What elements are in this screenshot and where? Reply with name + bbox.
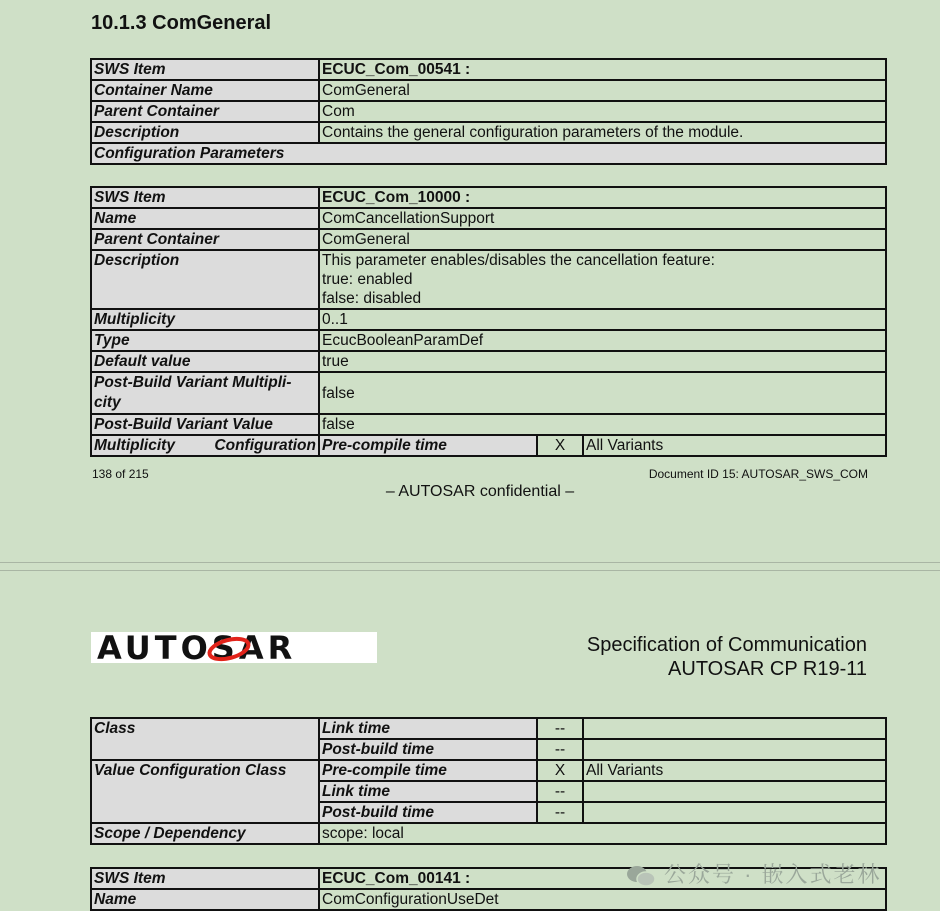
sws-item-key: SWS Item: [91, 868, 319, 889]
table-row: [91, 889, 886, 910]
config-mark: --: [537, 802, 583, 823]
watermark-text: 公众号 · 嵌入式老林: [664, 862, 882, 887]
post-build-variant-value-value: false: [319, 414, 886, 435]
parent-container-value: ComGeneral: [319, 229, 886, 250]
default-value-value: true: [319, 351, 886, 372]
parameter-table: [90, 186, 887, 457]
config-phase: Link time: [319, 718, 537, 739]
description-value: [319, 250, 886, 309]
config-phase: Link time: [319, 781, 537, 802]
description-key: Description: [91, 122, 319, 143]
post-build-variant-value-key: Post-Build Variant Value: [91, 414, 319, 435]
post-build-variant-multiplicity-key: Post-Build Variant Multipli-city: [91, 372, 319, 414]
config-phase: Post-build time: [319, 739, 537, 760]
multiplicity-configuration-key-b: Configuration: [214, 437, 316, 454]
table-row: [91, 208, 886, 229]
config-phase: Post-build time: [319, 802, 537, 823]
autosar-logo: [91, 632, 377, 663]
table-row: [91, 372, 886, 414]
sws-item-key: SWS Item: [91, 187, 319, 208]
table-row: [91, 101, 886, 122]
config-variants: [583, 802, 886, 823]
config-variants: All Variants: [583, 435, 886, 456]
table-row: [91, 435, 886, 456]
multiplicity-configuration-key-a: Multiplicity: [94, 437, 175, 454]
class-key: Class: [91, 718, 319, 760]
config-mark: X: [537, 760, 583, 781]
type-value: EcucBooleanParamDef: [319, 330, 886, 351]
watermark: [626, 858, 882, 889]
name-key: Name: [91, 889, 319, 910]
document-id: Document ID 15: AUTOSAR_SWS_COM: [648, 467, 868, 481]
table-row: [91, 250, 886, 309]
config-variants: [583, 781, 886, 802]
confidential-note: – AUTOSAR confidential –: [385, 483, 575, 500]
post-build-variant-multiplicity-value: false: [319, 372, 886, 414]
table-row: [91, 309, 886, 330]
description-key: Description: [91, 250, 319, 309]
table-row: [91, 143, 886, 164]
description-value: Contains the general configuration parameters of the module.: [319, 122, 886, 143]
container-table: [90, 58, 887, 165]
sws-item-value: ECUC_Com_10000 :: [319, 187, 886, 208]
container-name-key: Container Name: [91, 80, 319, 101]
section-title: 10.1.3 ComGeneral: [91, 12, 272, 34]
page-separator: [0, 570, 940, 571]
type-key: Type: [91, 330, 319, 351]
name-key: Name: [91, 208, 319, 229]
autosar-logo-icon: [91, 632, 377, 663]
table-row: [91, 718, 886, 739]
logo-text: AUTOSAR: [97, 632, 297, 663]
parent-container-value: Com: [319, 101, 886, 122]
config-mark: X: [537, 435, 583, 456]
multiplicity-configuration-key: [91, 435, 319, 456]
table-row: [91, 80, 886, 101]
config-mark: --: [537, 718, 583, 739]
configuration-parameters-key: Configuration Parameters: [91, 143, 886, 164]
sws-item-key: SWS Item: [91, 59, 319, 80]
multiplicity-key: Multiplicity: [91, 309, 319, 330]
scope-dependency-value: scope: local: [319, 823, 886, 844]
table-row: [91, 229, 886, 250]
table-row: [91, 414, 886, 435]
spec-title-line1: Specification of Communication: [586, 634, 867, 656]
config-phase: Pre-compile time: [319, 760, 537, 781]
table-row: [91, 823, 886, 844]
parent-container-key: Parent Container: [91, 229, 319, 250]
spec-title-line2: AUTOSAR CP R19-11: [668, 658, 867, 680]
config-mark: --: [537, 739, 583, 760]
description-line: true: enabled: [322, 271, 413, 288]
table-row: [91, 187, 886, 208]
multiplicity-value: 0..1: [319, 309, 886, 330]
table-row: [91, 351, 886, 372]
value-configuration-class-key: Value Configuration Class: [91, 760, 319, 823]
default-value-key: Default value: [91, 351, 319, 372]
page-number: 138 of 215: [92, 467, 149, 481]
container-name-value: ComGeneral: [319, 80, 886, 101]
description-line: false: disabled: [322, 290, 422, 307]
scope-dependency-key: Scope / Dependency: [91, 823, 319, 844]
table-row: [91, 59, 886, 80]
config-mark: --: [537, 781, 583, 802]
spec-title: [587, 633, 867, 681]
table-row: [91, 330, 886, 351]
table-row: [91, 122, 886, 143]
sws-item-value: ECUC_Com_00141 :: [319, 868, 886, 889]
config-variants: [583, 718, 886, 739]
parent-container-key: Parent Container: [91, 101, 319, 122]
sws-item-value: ECUC_Com_00541 :: [319, 59, 886, 80]
wechat-icon: [626, 864, 656, 888]
name-value: ComConfigurationUseDet: [319, 889, 886, 910]
config-phase: Pre-compile time: [319, 435, 537, 456]
config-variants: All Variants: [583, 760, 886, 781]
name-value: ComCancellationSupport: [319, 208, 886, 229]
configuration-class-table: [90, 717, 887, 845]
table-row: [91, 760, 886, 781]
config-variants: [583, 739, 886, 760]
description-line: This parameter enables/disables the cancellation feature:: [322, 252, 715, 269]
page-separator: [0, 562, 940, 563]
